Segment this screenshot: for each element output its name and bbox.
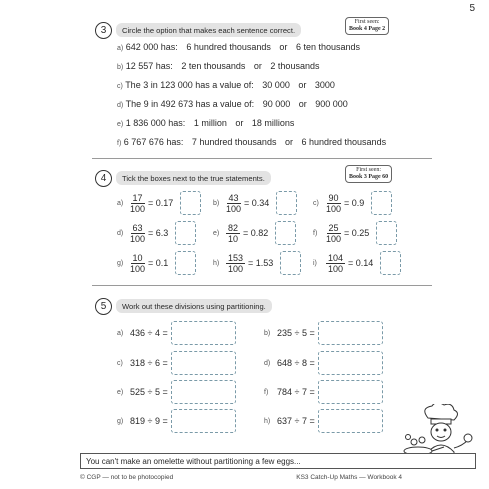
first-seen-badge-q4	[345, 165, 392, 183]
item-label: d)	[117, 229, 124, 237]
or-word: or	[253, 61, 262, 71]
tick-box[interactable]	[180, 191, 201, 215]
numerator: 43	[228, 192, 239, 203]
option-2[interactable]: 3000	[314, 80, 335, 90]
question-4-instruction: Tick the boxes next to the true statements.	[116, 171, 271, 185]
q4-item-b	[213, 191, 297, 215]
option-1[interactable]: 90 000	[262, 99, 291, 109]
caption-box: You can't make an omelette without partitioning a few eggs...	[80, 453, 476, 469]
item-text: 12 557 has:	[125, 61, 173, 71]
denominator: 100	[228, 263, 244, 274]
q3-item-c	[117, 80, 335, 90]
section-divider	[92, 158, 432, 159]
denominator: 100	[326, 203, 342, 214]
or-word: or	[298, 80, 307, 90]
numerator: 104	[328, 252, 344, 263]
answer-box[interactable]	[171, 351, 236, 375]
first-seen-title: First seen:	[354, 19, 380, 25]
item-label: a)	[117, 329, 124, 337]
tick-box[interactable]	[175, 251, 196, 275]
answer-box[interactable]	[171, 380, 236, 404]
section-divider	[92, 285, 432, 286]
denominator: 100	[130, 203, 146, 214]
first-seen-badge-q3	[345, 17, 389, 35]
denominator: 100	[130, 263, 146, 274]
item-label: c)	[117, 83, 123, 90]
division-expression: 784 ÷ 7 =	[277, 387, 315, 397]
footer-copyright: © CGP — not to be photocopied	[80, 474, 174, 481]
item-text: The 9 in 492 673 has a value of:	[125, 99, 255, 109]
division-expression: 525 ÷ 5 =	[130, 387, 168, 397]
answer-box[interactable]	[171, 321, 236, 345]
decimal-value: = 0.25	[344, 228, 370, 238]
numerator: 25	[328, 222, 339, 233]
option-2[interactable]: 900 000	[315, 99, 348, 109]
page-number: 5	[469, 3, 475, 14]
q3-item-b	[117, 61, 319, 71]
answer-box[interactable]	[318, 409, 383, 433]
question-number-5: 5	[95, 298, 112, 315]
item-label: g)	[117, 259, 124, 267]
option-1[interactable]: 30 000	[262, 80, 290, 90]
q4-item-h	[213, 251, 301, 275]
item-label: b)	[117, 64, 124, 71]
tick-box[interactable]	[175, 221, 196, 245]
item-label: h)	[213, 259, 220, 267]
option-2[interactable]: 18 millions	[251, 118, 295, 128]
denominator: 10	[228, 233, 239, 244]
q3-item-e	[117, 118, 294, 128]
item-label: e)	[213, 229, 220, 237]
option-2[interactable]: 6 hundred thousands	[301, 137, 387, 147]
q5-item-c	[117, 351, 236, 375]
option-1[interactable]: 6 hundred thousands	[186, 42, 271, 52]
tick-box[interactable]	[280, 251, 301, 275]
item-text: 642 000 has:	[125, 42, 178, 52]
answer-box[interactable]	[318, 380, 383, 404]
q3-item-d	[117, 99, 348, 109]
item-label: a)	[117, 199, 124, 207]
item-label: c)	[313, 199, 319, 207]
fraction	[326, 193, 341, 214]
decimal-value: = 0.17	[148, 198, 174, 208]
question-3-instruction: Circle the option that makes each sentence correct.	[116, 23, 301, 37]
q5-item-f	[264, 380, 383, 404]
item-label: d)	[117, 102, 124, 109]
tick-box[interactable]	[371, 191, 392, 215]
numerator: 153	[228, 252, 244, 263]
division-expression: 637 ÷ 7 =	[277, 416, 315, 426]
decimal-value: = 0.14	[348, 258, 374, 268]
or-word: or	[298, 99, 307, 109]
denominator: 100	[130, 233, 146, 244]
item-label: c)	[117, 359, 123, 367]
q4-item-e	[213, 221, 296, 245]
item-text: 6 767 676 has:	[123, 137, 184, 147]
or-word: or	[279, 42, 288, 52]
item-label: f)	[117, 140, 122, 147]
item-label: a)	[117, 45, 124, 52]
decimal-value: = 1.53	[248, 258, 274, 268]
numerator: 90	[328, 192, 339, 203]
tick-box[interactable]	[275, 221, 296, 245]
answer-box[interactable]	[318, 351, 383, 375]
item-label: i)	[313, 259, 317, 267]
item-label: d)	[264, 359, 271, 367]
fraction	[326, 253, 345, 274]
q4-item-d	[117, 221, 196, 245]
q5-item-g	[117, 409, 236, 433]
item-label: b)	[213, 199, 220, 207]
q3-item-a	[117, 42, 360, 52]
option-2[interactable]: 6 ten thousands	[295, 42, 360, 52]
decimal-value: = 0.82	[243, 228, 269, 238]
item-label: f)	[264, 388, 269, 396]
option-2[interactable]: 2 thousands	[270, 61, 320, 71]
or-word: or	[235, 118, 244, 128]
division-expression: 318 ÷ 6 =	[130, 358, 168, 368]
first-seen-ref: Book 4 Page 2	[349, 26, 386, 32]
denominator: 100	[226, 203, 242, 214]
fraction	[226, 193, 241, 214]
question-number-3: 3	[95, 22, 112, 39]
item-label: f)	[313, 229, 318, 237]
q4-item-f	[313, 221, 397, 245]
item-text: The 3 in 123 000 has a value of:	[125, 80, 254, 90]
item-label: e)	[117, 121, 124, 128]
numerator: 63	[132, 222, 143, 233]
decimal-value: = 0.9	[344, 198, 365, 208]
footer-book-title: KS3 Catch-Up Maths — Workbook 4	[296, 474, 402, 481]
first-seen-ref: Book 3 Page 60	[349, 174, 389, 180]
q5-item-e	[117, 380, 236, 404]
question-number-4: 4	[95, 170, 112, 187]
tick-box[interactable]	[276, 191, 297, 215]
q4-item-g	[117, 251, 196, 275]
item-text: 1 836 000 has:	[125, 118, 186, 128]
division-expression: 436 ÷ 4 =	[130, 328, 168, 338]
fraction	[326, 223, 341, 244]
division-expression: 235 ÷ 5 =	[277, 328, 315, 338]
option-1[interactable]: 7 hundred thousands	[191, 137, 277, 147]
division-expression: 819 ÷ 9 =	[130, 416, 168, 426]
q3-item-f	[117, 137, 386, 147]
or-word: or	[284, 137, 293, 147]
first-seen-title: First seen:	[356, 167, 381, 173]
answer-box[interactable]	[171, 409, 236, 433]
q4-item-a	[117, 191, 201, 215]
q5-item-b	[264, 321, 383, 345]
q4-item-i	[313, 251, 401, 275]
fraction	[130, 223, 145, 244]
fraction	[226, 253, 245, 274]
item-label: b)	[264, 329, 271, 337]
denominator: 100	[326, 233, 342, 244]
q4-item-c	[313, 191, 392, 215]
item-label: g)	[117, 417, 124, 425]
division-expression: 648 ÷ 8 =	[277, 358, 315, 368]
option-1[interactable]: 2 ten thousands	[181, 61, 246, 71]
decimal-value: = 6.3	[148, 228, 169, 238]
fraction	[130, 253, 145, 274]
item-label: h)	[264, 417, 271, 425]
decimal-value: = 0.1	[148, 258, 169, 268]
fraction	[130, 193, 145, 214]
q5-item-h	[264, 409, 383, 433]
q5-item-d	[264, 351, 383, 375]
numerator: 17	[132, 192, 143, 203]
fraction	[226, 223, 240, 244]
tick-box[interactable]	[380, 251, 401, 275]
denominator: 100	[328, 263, 344, 274]
numerator: 82	[228, 222, 239, 233]
decimal-value: = 0.34	[244, 198, 270, 208]
question-5-instruction: Work out these divisions using partitioning.	[116, 299, 272, 313]
numerator: 10	[132, 252, 143, 263]
q5-item-a	[117, 321, 236, 345]
tick-box[interactable]	[376, 221, 397, 245]
option-1[interactable]: 1 million	[193, 118, 227, 128]
item-label: e)	[117, 388, 124, 396]
answer-box[interactable]	[318, 321, 383, 345]
